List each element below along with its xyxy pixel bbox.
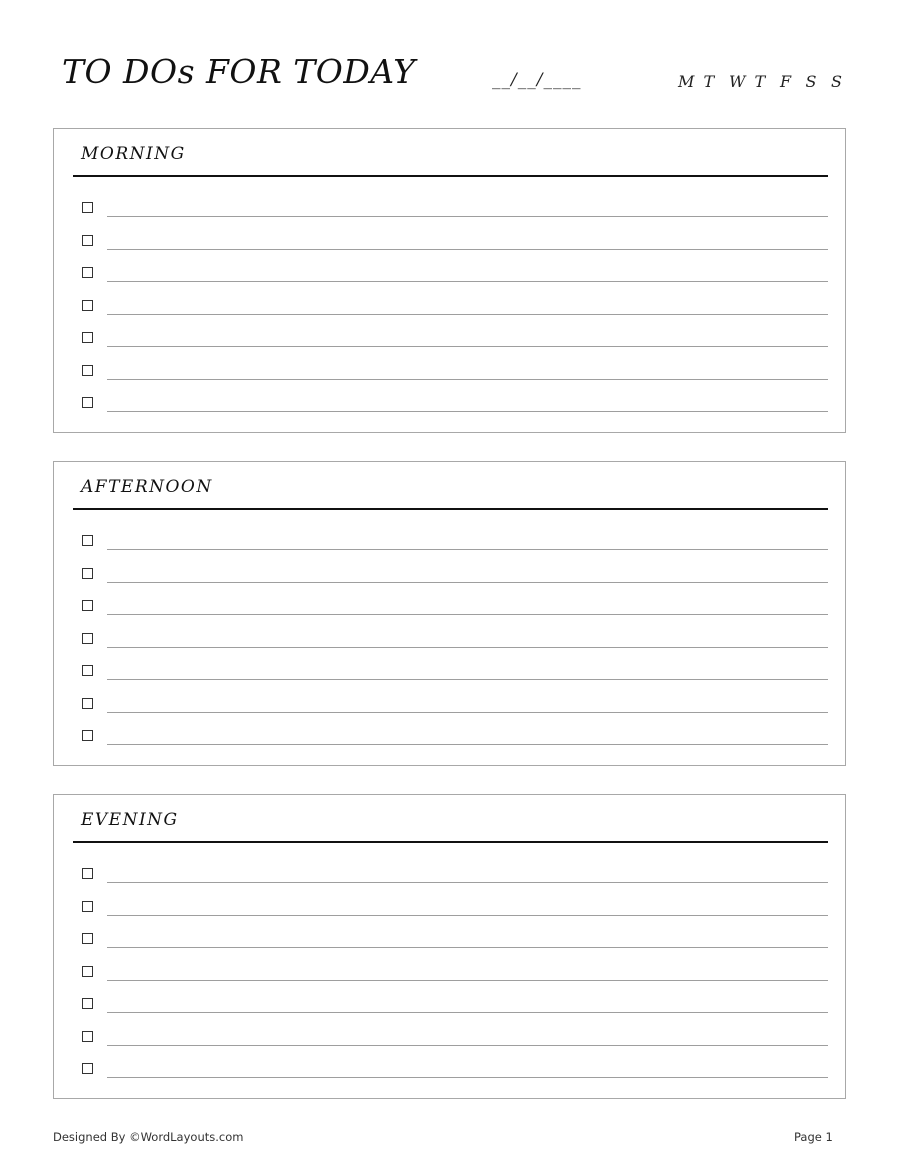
task-write-line[interactable] [107,915,828,916]
task-write-line[interactable] [107,582,828,583]
task-row [82,265,828,285]
section-heading: AFTERNOON [81,477,213,497]
task-write-line[interactable] [107,882,828,883]
task-write-line[interactable] [107,281,828,282]
page-title: TO DOs FOR TODAY [62,52,416,91]
task-row [82,899,828,919]
task-write-line[interactable] [107,1045,828,1046]
task-row [82,1029,828,1049]
task-row [82,200,828,220]
task-checkbox[interactable] [82,397,93,408]
task-checkbox[interactable] [82,1063,93,1074]
page-number: Page 1 [794,1130,833,1144]
heading-divider [73,841,828,843]
task-checkbox[interactable] [82,730,93,741]
task-checkbox[interactable] [82,267,93,278]
weekday-monday[interactable]: M [678,72,695,91]
task-checkbox[interactable] [82,235,93,246]
task-checkbox[interactable] [82,1031,93,1042]
task-checkbox[interactable] [82,633,93,644]
task-row [82,696,828,716]
task-checkbox[interactable] [82,665,93,676]
weekday-wednesday[interactable]: W [729,72,746,91]
task-write-line[interactable] [107,1012,828,1013]
task-row [82,931,828,951]
section-heading: MORNING [81,144,186,164]
task-row [82,330,828,350]
task-row [82,1061,828,1081]
task-row [82,663,828,683]
task-row [82,728,828,748]
task-write-line[interactable] [107,249,828,250]
task-checkbox[interactable] [82,300,93,311]
task-write-line[interactable] [107,647,828,648]
heading-divider [73,175,828,177]
section-evening [53,794,846,1099]
task-write-line[interactable] [107,549,828,550]
task-row [82,598,828,618]
task-write-line[interactable] [107,614,828,615]
task-write-line[interactable] [107,744,828,745]
footer-credit: Designed By ©WordLayouts.com [53,1130,244,1144]
task-row [82,866,828,886]
task-write-line[interactable] [107,712,828,713]
task-row [82,996,828,1016]
task-write-line[interactable] [107,1077,828,1078]
task-row [82,566,828,586]
weekday-selector [678,72,857,91]
task-checkbox[interactable] [82,698,93,709]
task-write-line[interactable] [107,379,828,380]
section-heading: EVENING [81,810,179,830]
heading-divider [73,508,828,510]
task-checkbox[interactable] [82,365,93,376]
task-checkbox[interactable] [82,966,93,977]
task-checkbox[interactable] [82,933,93,944]
task-write-line[interactable] [107,346,828,347]
task-write-line[interactable] [107,679,828,680]
task-checkbox[interactable] [82,868,93,879]
task-write-line[interactable] [107,216,828,217]
weekday-thursday[interactable]: T [754,72,766,91]
task-write-line[interactable] [107,314,828,315]
task-checkbox[interactable] [82,202,93,213]
date-field[interactable]: __/__/____ [492,70,582,90]
section-morning [53,128,846,433]
weekday-friday[interactable]: F [780,72,792,91]
task-write-line[interactable] [107,411,828,412]
weekday-sunday[interactable]: S [831,72,842,91]
task-checkbox[interactable] [82,332,93,343]
weekday-tuesday[interactable]: T [703,72,715,91]
task-row [82,298,828,318]
task-row [82,395,828,415]
task-checkbox[interactable] [82,535,93,546]
task-checkbox[interactable] [82,901,93,912]
section-afternoon [53,461,846,766]
task-write-line[interactable] [107,980,828,981]
task-row [82,233,828,253]
task-checkbox[interactable] [82,600,93,611]
task-checkbox[interactable] [82,998,93,1009]
weekday-saturday[interactable]: S [805,72,817,91]
task-row [82,964,828,984]
task-row [82,533,828,553]
task-checkbox[interactable] [82,568,93,579]
task-write-line[interactable] [107,947,828,948]
task-row [82,363,828,383]
task-row [82,631,828,651]
